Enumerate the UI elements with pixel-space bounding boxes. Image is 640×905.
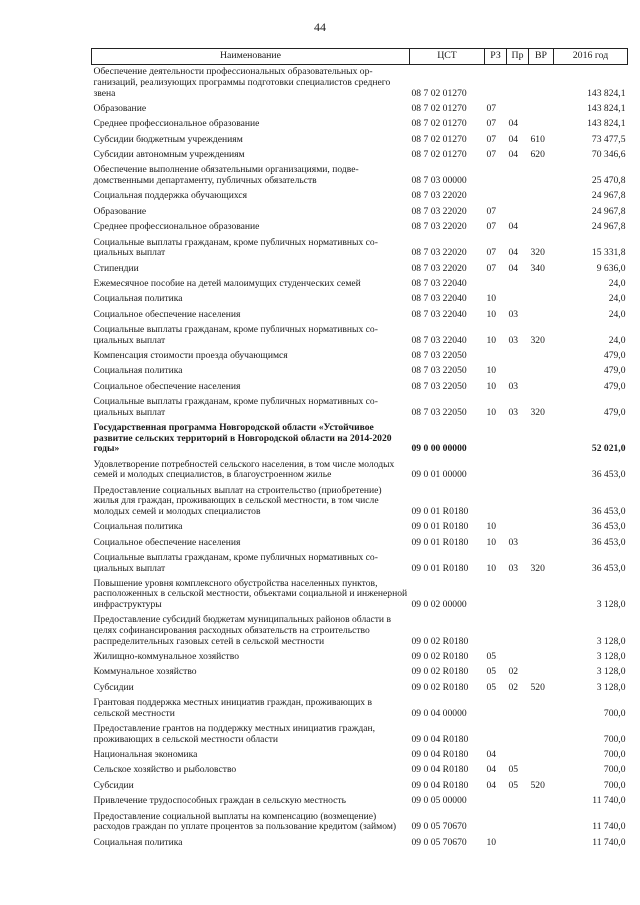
row-rz	[485, 722, 507, 748]
table-row	[92, 261, 628, 276]
row-name: Национальная экономика	[93, 749, 198, 761]
row-pr: 04	[508, 133, 519, 145]
table-row	[92, 148, 628, 163]
row-rz	[485, 613, 507, 650]
row-sum: 36 453,0	[591, 469, 626, 481]
row-name: Субсидии	[93, 779, 134, 791]
table-row	[92, 421, 628, 458]
row-name: Государственная программа Новгородской области «Устойчивое развитие сельских территорий в Новгородской области на 2014-2020 годы»	[93, 422, 392, 455]
table-row	[92, 650, 628, 665]
row-vr	[529, 835, 554, 850]
row-rz: 10	[486, 308, 497, 320]
row-name: Повышение уровня комплексного обустройства населенных пунктов, расположенных в сельской местности, объектами социальной и инженерной инфраструктуры	[93, 577, 408, 611]
row-cst: 09 0 04 R0180	[411, 779, 469, 791]
row-rz: 07	[486, 149, 497, 161]
row-rz: 10	[486, 406, 497, 418]
row-pr: 02	[508, 666, 519, 678]
table-row	[92, 696, 628, 722]
header-name: Наименование	[92, 49, 410, 65]
row-pr: 03	[508, 334, 519, 346]
row-rz: 07	[486, 221, 497, 233]
row-sum: 700,0	[603, 749, 626, 761]
row-vr	[529, 613, 554, 650]
table-row	[92, 349, 628, 364]
table-body	[92, 65, 628, 851]
row-sum: 52 021,0	[591, 443, 626, 455]
row-rz: 10	[486, 836, 497, 848]
row-pr: 03	[508, 536, 519, 548]
row-vr	[529, 696, 554, 722]
row-pr: 04	[508, 118, 519, 130]
row-vr	[529, 102, 554, 117]
row-rz: 04	[486, 764, 497, 776]
row-vr	[529, 277, 554, 292]
row-sum: 11 740,0	[592, 821, 626, 833]
row-rz	[485, 163, 507, 189]
row-pr	[507, 722, 529, 748]
header-vr: ВР	[529, 49, 554, 65]
row-rz: 04	[486, 749, 497, 761]
table-row	[92, 763, 628, 778]
table-row	[92, 551, 628, 577]
row-rz	[485, 809, 507, 835]
row-name: Субсидии	[93, 681, 134, 693]
row-vr	[529, 220, 554, 235]
row-sum: 24 967,8	[591, 190, 626, 202]
row-sum: 36 453,0	[591, 562, 626, 574]
row-cst: 09 0 05 00000	[411, 795, 467, 807]
row-vr	[529, 722, 554, 748]
row-rz: 10	[486, 293, 497, 305]
row-pr	[507, 292, 529, 307]
row-pr	[507, 613, 529, 650]
row-name: Субсидии бюджетным учреждениям	[93, 133, 243, 145]
row-name: Жилищно-коммунальное хозяйство	[93, 651, 240, 663]
table-row	[92, 163, 628, 189]
table-row	[92, 520, 628, 535]
row-cst: 08 7 03 22050	[411, 365, 467, 377]
row-cst: 08 7 02 01270	[411, 149, 467, 161]
row-vr	[529, 535, 554, 550]
row-sum: 11 740,0	[592, 836, 626, 848]
row-pr	[507, 277, 529, 292]
header-pr: Пр	[507, 49, 529, 65]
row-pr	[507, 794, 529, 809]
row-rz: 07	[486, 247, 497, 259]
row-vr	[529, 364, 554, 379]
budget-table	[91, 48, 628, 851]
row-cst: 09 0 04 R0180	[411, 764, 469, 776]
row-cst: 08 7 03 22020	[411, 221, 467, 233]
row-pr	[507, 483, 529, 520]
row-vr: 340	[530, 262, 545, 274]
row-sum: 24 967,8	[591, 221, 626, 233]
row-sum: 3 128,0	[596, 651, 626, 663]
row-name: Грантовая поддержка местных инициатив граждан, проживающих в сельской местности	[93, 697, 372, 719]
row-rz	[485, 277, 507, 292]
table-row	[92, 65, 628, 102]
row-pr: 05	[508, 764, 519, 776]
row-cst: 08 7 03 22040	[411, 334, 467, 346]
table-row	[92, 292, 628, 307]
header-year: 2016 год	[554, 49, 628, 65]
row-cst: 09 0 01 R0180	[411, 562, 469, 574]
row-sum: 700,0	[603, 764, 626, 776]
header-rz: РЗ	[485, 49, 507, 65]
row-vr	[529, 520, 554, 535]
row-sum: 36 453,0	[591, 536, 626, 548]
row-cst: 08 7 02 01270	[411, 118, 467, 130]
row-vr: 320	[530, 562, 545, 574]
row-sum: 3 128,0	[596, 681, 626, 693]
row-name: Социальные выплаты гражданам, кроме публичных нормативных социальных выплат	[93, 236, 378, 259]
row-rz: 07	[486, 205, 497, 217]
row-vr	[529, 457, 554, 483]
row-name: Социальные выплаты гражданам, кроме публичных нормативных социальных выплат	[93, 324, 378, 346]
row-sum: 36 453,0	[591, 521, 626, 533]
row-name: Обеспечение деятельности профессиональных образовательных организаций, реализующих программы подготовки специалистов среднего звена	[93, 66, 391, 99]
row-pr	[507, 421, 529, 458]
row-cst: 09 0 02 R0180	[411, 651, 469, 663]
row-sum: 143 824,1	[587, 118, 626, 130]
row-name: Предоставление грантов на поддержку местных инициатив граждан, проживающих в сельской местности области	[93, 723, 376, 745]
row-name: Социальная политика	[93, 365, 183, 377]
table-row	[92, 307, 628, 322]
row-name: Компенсация стоимости проезда обучающимся	[93, 349, 288, 361]
table-row	[92, 722, 628, 748]
row-cst: 08 7 02 01270	[411, 87, 467, 99]
row-cst: 09 0 04 R0180	[411, 733, 469, 745]
row-rz	[485, 189, 507, 204]
row-sum: 24,0	[608, 334, 626, 346]
row-rz: 07	[486, 118, 497, 130]
row-pr	[507, 650, 529, 665]
row-name: Социальное обеспечение населения	[93, 380, 241, 392]
row-cst: 08 7 03 22040	[411, 308, 467, 320]
table-row	[92, 665, 628, 680]
table-row	[92, 809, 628, 835]
page-number: 44	[314, 20, 326, 34]
row-name: Социальная политика	[93, 836, 183, 848]
row-name: Коммунальное хозяйство	[93, 666, 197, 678]
row-pr: 04	[508, 149, 519, 161]
row-cst: 08 7 03 22020	[411, 247, 467, 259]
table-row	[92, 102, 628, 117]
row-cst: 08 7 03 22020	[411, 205, 467, 217]
row-pr	[507, 65, 529, 102]
row-cst: 08 7 03 22020	[411, 190, 467, 202]
row-cst: 09 0 00 00000	[411, 443, 467, 455]
row-cst: 08 7 03 22050	[411, 406, 467, 418]
row-vr	[529, 794, 554, 809]
row-name: Обеспечение выполнение обязательными организациями, подведомственными департаменту, публичных обязательств	[93, 164, 359, 187]
row-vr	[529, 349, 554, 364]
row-pr	[507, 204, 529, 219]
row-pr: 04	[508, 262, 519, 274]
row-vr: 620	[530, 149, 545, 161]
table-row	[92, 835, 628, 850]
row-name: Предоставление социальной выплаты на компенсацию (возмещение) расходов граждан по уплате процентов за пользование кредитом (займом)	[93, 810, 397, 833]
table-row	[92, 364, 628, 379]
table-row	[92, 613, 628, 650]
row-cst: 08 7 03 22050	[411, 380, 467, 392]
row-name: Ежемесячное пособие на детей малоимущих студенческих семей	[93, 277, 361, 289]
row-name: Привлечение трудоспособных граждан в сельскую местность	[93, 795, 346, 807]
row-vr	[529, 189, 554, 204]
row-rz: 10	[486, 521, 497, 533]
row-sum: 70 346,6	[591, 149, 626, 161]
row-name: Предоставление социальных выплат на строительство (приобретение) жилья для граждан, проживающих в сельской местности, в том числе молодых семей и молодых специалистов	[93, 484, 382, 517]
row-sum: 3 128,0	[596, 666, 626, 678]
row-rz	[485, 577, 507, 614]
row-cst: 09 0 05 70670	[411, 836, 467, 848]
table-row	[92, 220, 628, 235]
row-cst: 08 7 02 01270	[411, 133, 467, 145]
row-sum: 25 470,8	[591, 175, 626, 187]
row-vr	[529, 809, 554, 835]
row-cst: 09 0 02 R0180	[411, 666, 469, 678]
row-name: Образование	[93, 205, 147, 217]
row-vr	[529, 307, 554, 322]
table-row	[92, 577, 628, 614]
table-row	[92, 235, 628, 261]
row-vr	[529, 292, 554, 307]
row-rz: 04	[486, 779, 497, 791]
row-pr	[507, 696, 529, 722]
row-pr	[507, 748, 529, 763]
row-rz: 10	[486, 334, 497, 346]
row-rz	[485, 65, 507, 102]
row-pr	[507, 520, 529, 535]
row-sum: 9 636,0	[596, 262, 626, 274]
row-vr: 320	[530, 406, 545, 418]
row-vr: 320	[530, 247, 545, 259]
table-row	[92, 132, 628, 147]
table-row	[92, 395, 628, 421]
row-cst: 09 0 01 R0180	[411, 521, 469, 533]
row-pr	[507, 809, 529, 835]
row-name: Социальные выплаты гражданам, кроме публичных нормативных социальных выплат	[93, 551, 378, 574]
row-pr	[507, 163, 529, 189]
row-sum: 24,0	[608, 308, 626, 320]
row-vr	[529, 163, 554, 189]
row-name: Социальная политика	[93, 521, 183, 533]
row-sum: 700,0	[603, 733, 626, 745]
row-name: Образование	[93, 102, 147, 114]
row-pr: 05	[508, 779, 519, 791]
row-cst: 09 0 04 R0180	[411, 749, 469, 761]
row-sum: 24 967,8	[591, 205, 626, 217]
header-cst: ЦСТ	[410, 49, 485, 65]
table-row	[92, 189, 628, 204]
row-pr	[507, 577, 529, 614]
row-sum: 479,0	[603, 365, 626, 377]
row-vr	[529, 204, 554, 219]
row-pr	[507, 835, 529, 850]
row-rz	[485, 457, 507, 483]
row-rz: 07	[486, 262, 497, 274]
row-name: Субсидии автономным учреждениям	[93, 149, 245, 161]
row-pr	[507, 457, 529, 483]
row-name: Сельское хозяйство и рыболовство	[93, 764, 237, 776]
row-name: Среднее профессиональное образование	[93, 221, 260, 233]
row-sum: 73 477,5	[591, 133, 626, 145]
row-rz: 05	[486, 681, 497, 693]
table-row	[92, 794, 628, 809]
row-pr: 03	[508, 406, 519, 418]
row-vr	[529, 65, 554, 102]
row-cst: 09 0 02 R0180	[411, 681, 469, 693]
row-name: Удовлетворение потребностей сельского населения, в том числе молодых семей и молодых специалистов, в благоустроенном жилье	[93, 458, 395, 481]
row-vr	[529, 665, 554, 680]
row-cst: 09 0 02 R0180	[411, 635, 469, 647]
row-rz	[485, 421, 507, 458]
table-row	[92, 323, 628, 349]
row-rz: 05	[486, 651, 497, 663]
row-sum: 36 453,0	[591, 505, 626, 517]
row-rz: 05	[486, 666, 497, 678]
row-sum: 143 824,1	[587, 102, 626, 114]
row-cst: 08 7 03 00000	[411, 175, 467, 187]
table-header	[92, 49, 628, 65]
row-vr	[529, 421, 554, 458]
row-rz: 10	[486, 536, 497, 548]
row-sum: 3 128,0	[596, 599, 626, 611]
row-cst: 09 0 01 R0180	[411, 505, 469, 517]
row-name: Социальное обеспечение населения	[93, 308, 241, 320]
table-row	[92, 277, 628, 292]
row-cst: 08 7 03 22020	[411, 262, 467, 274]
row-sum: 15 331,8	[591, 247, 626, 259]
row-cst: 08 7 03 22050	[411, 349, 467, 361]
row-rz	[485, 794, 507, 809]
row-sum: 11 740,0	[592, 795, 626, 807]
row-sum: 3 128,0	[596, 635, 626, 647]
table-row	[92, 117, 628, 132]
row-pr	[507, 349, 529, 364]
row-rz	[485, 349, 507, 364]
row-cst: 09 0 01 R0180	[411, 536, 469, 548]
row-vr	[529, 650, 554, 665]
row-vr	[529, 763, 554, 778]
row-sum: 479,0	[603, 406, 626, 418]
row-name: Социальная поддержка обучающихся	[93, 190, 248, 202]
table-row	[92, 457, 628, 483]
row-pr: 03	[508, 308, 519, 320]
row-cst: 09 0 04 00000	[411, 707, 467, 719]
row-rz: 10	[486, 365, 497, 377]
row-sum: 24,0	[608, 293, 626, 305]
row-cst: 09 0 05 70670	[411, 821, 467, 833]
table-row	[92, 680, 628, 695]
row-rz: 07	[486, 102, 497, 114]
row-vr: 520	[530, 779, 545, 791]
row-cst: 08 7 02 01270	[411, 102, 467, 114]
row-sum: 479,0	[603, 349, 626, 361]
row-vr: 320	[530, 334, 545, 346]
row-vr: 520	[530, 681, 545, 693]
row-name: Социальное обеспечение населения	[93, 536, 241, 548]
row-vr	[529, 577, 554, 614]
row-vr	[529, 748, 554, 763]
table-row	[92, 535, 628, 550]
row-name: Среднее профессиональное образование	[93, 118, 260, 130]
row-name: Социальные выплаты гражданам, кроме публичных нормативных социальных выплат	[93, 396, 378, 418]
row-sum: 24,0	[608, 277, 626, 289]
table-row	[92, 778, 628, 793]
table-row	[92, 748, 628, 763]
row-rz	[485, 696, 507, 722]
row-cst: 09 0 01 00000	[411, 469, 467, 481]
row-pr	[507, 102, 529, 117]
table-row	[92, 204, 628, 219]
row-pr: 04	[508, 247, 519, 259]
row-cst: 08 7 03 22040	[411, 277, 467, 289]
row-rz: 10	[486, 562, 497, 574]
table-row	[92, 379, 628, 394]
row-pr: 03	[508, 562, 519, 574]
row-pr: 04	[508, 221, 519, 233]
row-sum: 479,0	[603, 380, 626, 392]
row-rz: 07	[486, 133, 497, 145]
row-pr: 03	[508, 380, 519, 392]
row-vr	[529, 483, 554, 520]
row-name: Предоставление субсидий бюджетам муниципальных районов области в целях софинансирования расходных обязательств на строительство распределительных газовых сетей в сельской местности	[93, 614, 391, 647]
row-sum: 700,0	[603, 779, 626, 791]
row-rz	[485, 483, 507, 520]
row-rz: 10	[486, 380, 497, 392]
row-sum: 143 824,1	[587, 87, 626, 99]
row-cst: 08 7 03 22040	[411, 293, 467, 305]
row-vr	[529, 379, 554, 394]
row-name: Социальная политика	[93, 293, 183, 305]
row-vr	[529, 117, 554, 132]
row-pr: 02	[508, 681, 519, 693]
row-cst: 09 0 02 00000	[411, 599, 467, 611]
row-sum: 700,0	[603, 707, 626, 719]
row-vr: 610	[530, 133, 545, 145]
row-pr	[507, 189, 529, 204]
table-row	[92, 483, 628, 520]
row-name: Стипендии	[93, 262, 139, 274]
row-pr	[507, 364, 529, 379]
